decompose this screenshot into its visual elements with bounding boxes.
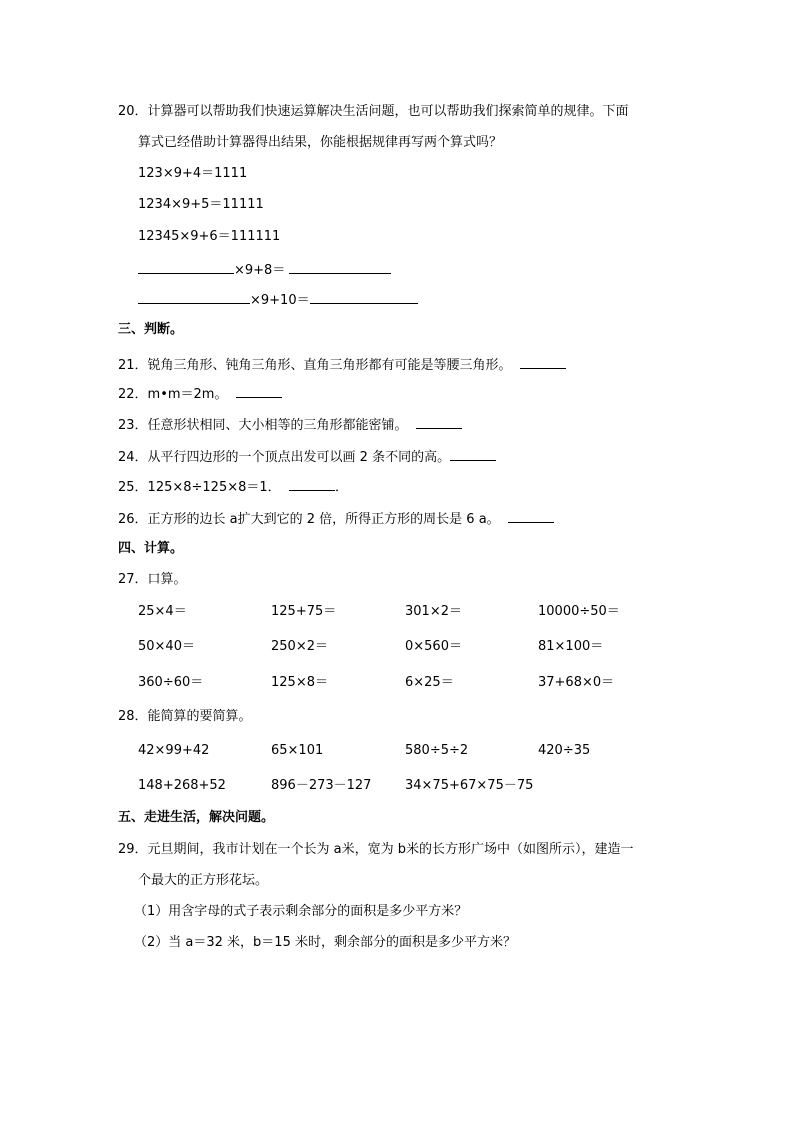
q26-text: 26．正方形的边长 a扩大到它的 2 倍，所得正方形的周长是 6 a。	[118, 512, 500, 527]
answer-blank[interactable]	[289, 261, 391, 274]
expression-cell: 250×2＝	[271, 639, 328, 654]
q29-line2: 个最大的正方形花坛。	[138, 873, 269, 888]
q20-fill2-text: ×9+10＝	[250, 293, 310, 308]
q29-sub2: （2）当 a＝32 米，b＝15 米时，剩余部分的面积是多少平方米？	[134, 935, 516, 950]
expression-cell: 580÷5÷2	[405, 743, 469, 758]
q23	[118, 416, 462, 434]
expression-cell: 0×560＝	[405, 639, 462, 654]
q21-text: 21．锐角三角形、钝角三角形、直角三角形都有可能是等腰三角形。	[118, 358, 512, 373]
answer-blank[interactable]	[236, 385, 282, 398]
expression-cell: 81×100＝	[538, 639, 604, 654]
expression-cell: 420÷35	[538, 743, 591, 758]
q20-text-line1: 20．计算器可以帮助我们快速运算解决生活问题，也可以帮助我们探索简单的规律。下面	[118, 104, 629, 119]
expression-cell: 896－273－127	[271, 778, 372, 793]
expression-cell: 65×101	[271, 743, 324, 758]
q22	[118, 385, 282, 403]
expression-cell: 42×99+42	[138, 743, 210, 758]
q21	[118, 356, 566, 374]
section5-title: 五、走进生活，解决问题。	[118, 810, 275, 825]
expression-cell: 25×4＝	[138, 604, 187, 619]
q24	[118, 448, 496, 466]
q20-fill1-text: ×9+8＝	[234, 263, 286, 278]
q20-example-2: 1234×9+5＝11111	[138, 197, 264, 212]
answer-blank[interactable]	[138, 261, 234, 274]
expression-cell: 125+75＝	[271, 604, 337, 619]
q27-title: 27．口算。	[118, 572, 187, 587]
expression-cell: 37+68×0＝	[538, 675, 615, 690]
answer-blank[interactable]	[450, 448, 496, 461]
answer-blank[interactable]	[138, 291, 250, 304]
expression-cell: 50×40＝	[138, 639, 195, 654]
expression-cell: 148+268+52	[138, 778, 226, 793]
q29-sub1: （1）用含字母的式子表示剩余部分的面积是多少平方米？	[134, 904, 468, 919]
answer-blank[interactable]	[508, 510, 554, 523]
expression-cell: 6×25＝	[405, 675, 454, 690]
q23-text: 23．任意形状相同、大小相等的三角形都能密铺。	[118, 418, 408, 433]
q20-text-line2: 算式已经借助计算器得出结果，你能根据规律再写两个算式吗？	[138, 135, 503, 150]
q22-text: 22．m•m＝2m。	[118, 387, 228, 402]
q29-line1: 29．元旦期间，我市计划在一个长为 a米，宽为 b米的长方形广场中（如图所示），建造一	[118, 842, 634, 857]
expression-cell: 10000÷50＝	[538, 604, 620, 619]
q25-text: 25．125×8÷125×8＝1．	[118, 480, 281, 495]
q20-fill-1	[138, 261, 391, 279]
expression-cell: 34×75+67×75－75	[405, 778, 534, 793]
q24-text: 24．从平行四边形的一个顶点出发可以画 2 条不同的高。	[118, 450, 451, 465]
expression-cell: 301×2＝	[405, 604, 462, 619]
expression-cell: 125×8＝	[271, 675, 328, 690]
q20-fill-2	[138, 291, 418, 309]
answer-blank[interactable]	[416, 416, 462, 429]
answer-blank[interactable]	[520, 356, 566, 369]
q25	[118, 478, 348, 496]
q20-example-3: 12345×9+6＝111111	[138, 229, 281, 244]
section4-title: 四、计算。	[118, 541, 184, 556]
q26	[118, 510, 554, 528]
expression-cell: 360÷60＝	[138, 675, 204, 690]
q28-title: 28．能简算的要简算。	[118, 709, 252, 724]
q20-example-1: 123×9+4＝1111	[138, 166, 248, 181]
q25-suffix: ．	[334, 480, 348, 495]
answer-blank[interactable]	[310, 291, 418, 304]
answer-blank[interactable]	[289, 478, 335, 491]
section3-title: 三、判断。	[118, 322, 184, 337]
